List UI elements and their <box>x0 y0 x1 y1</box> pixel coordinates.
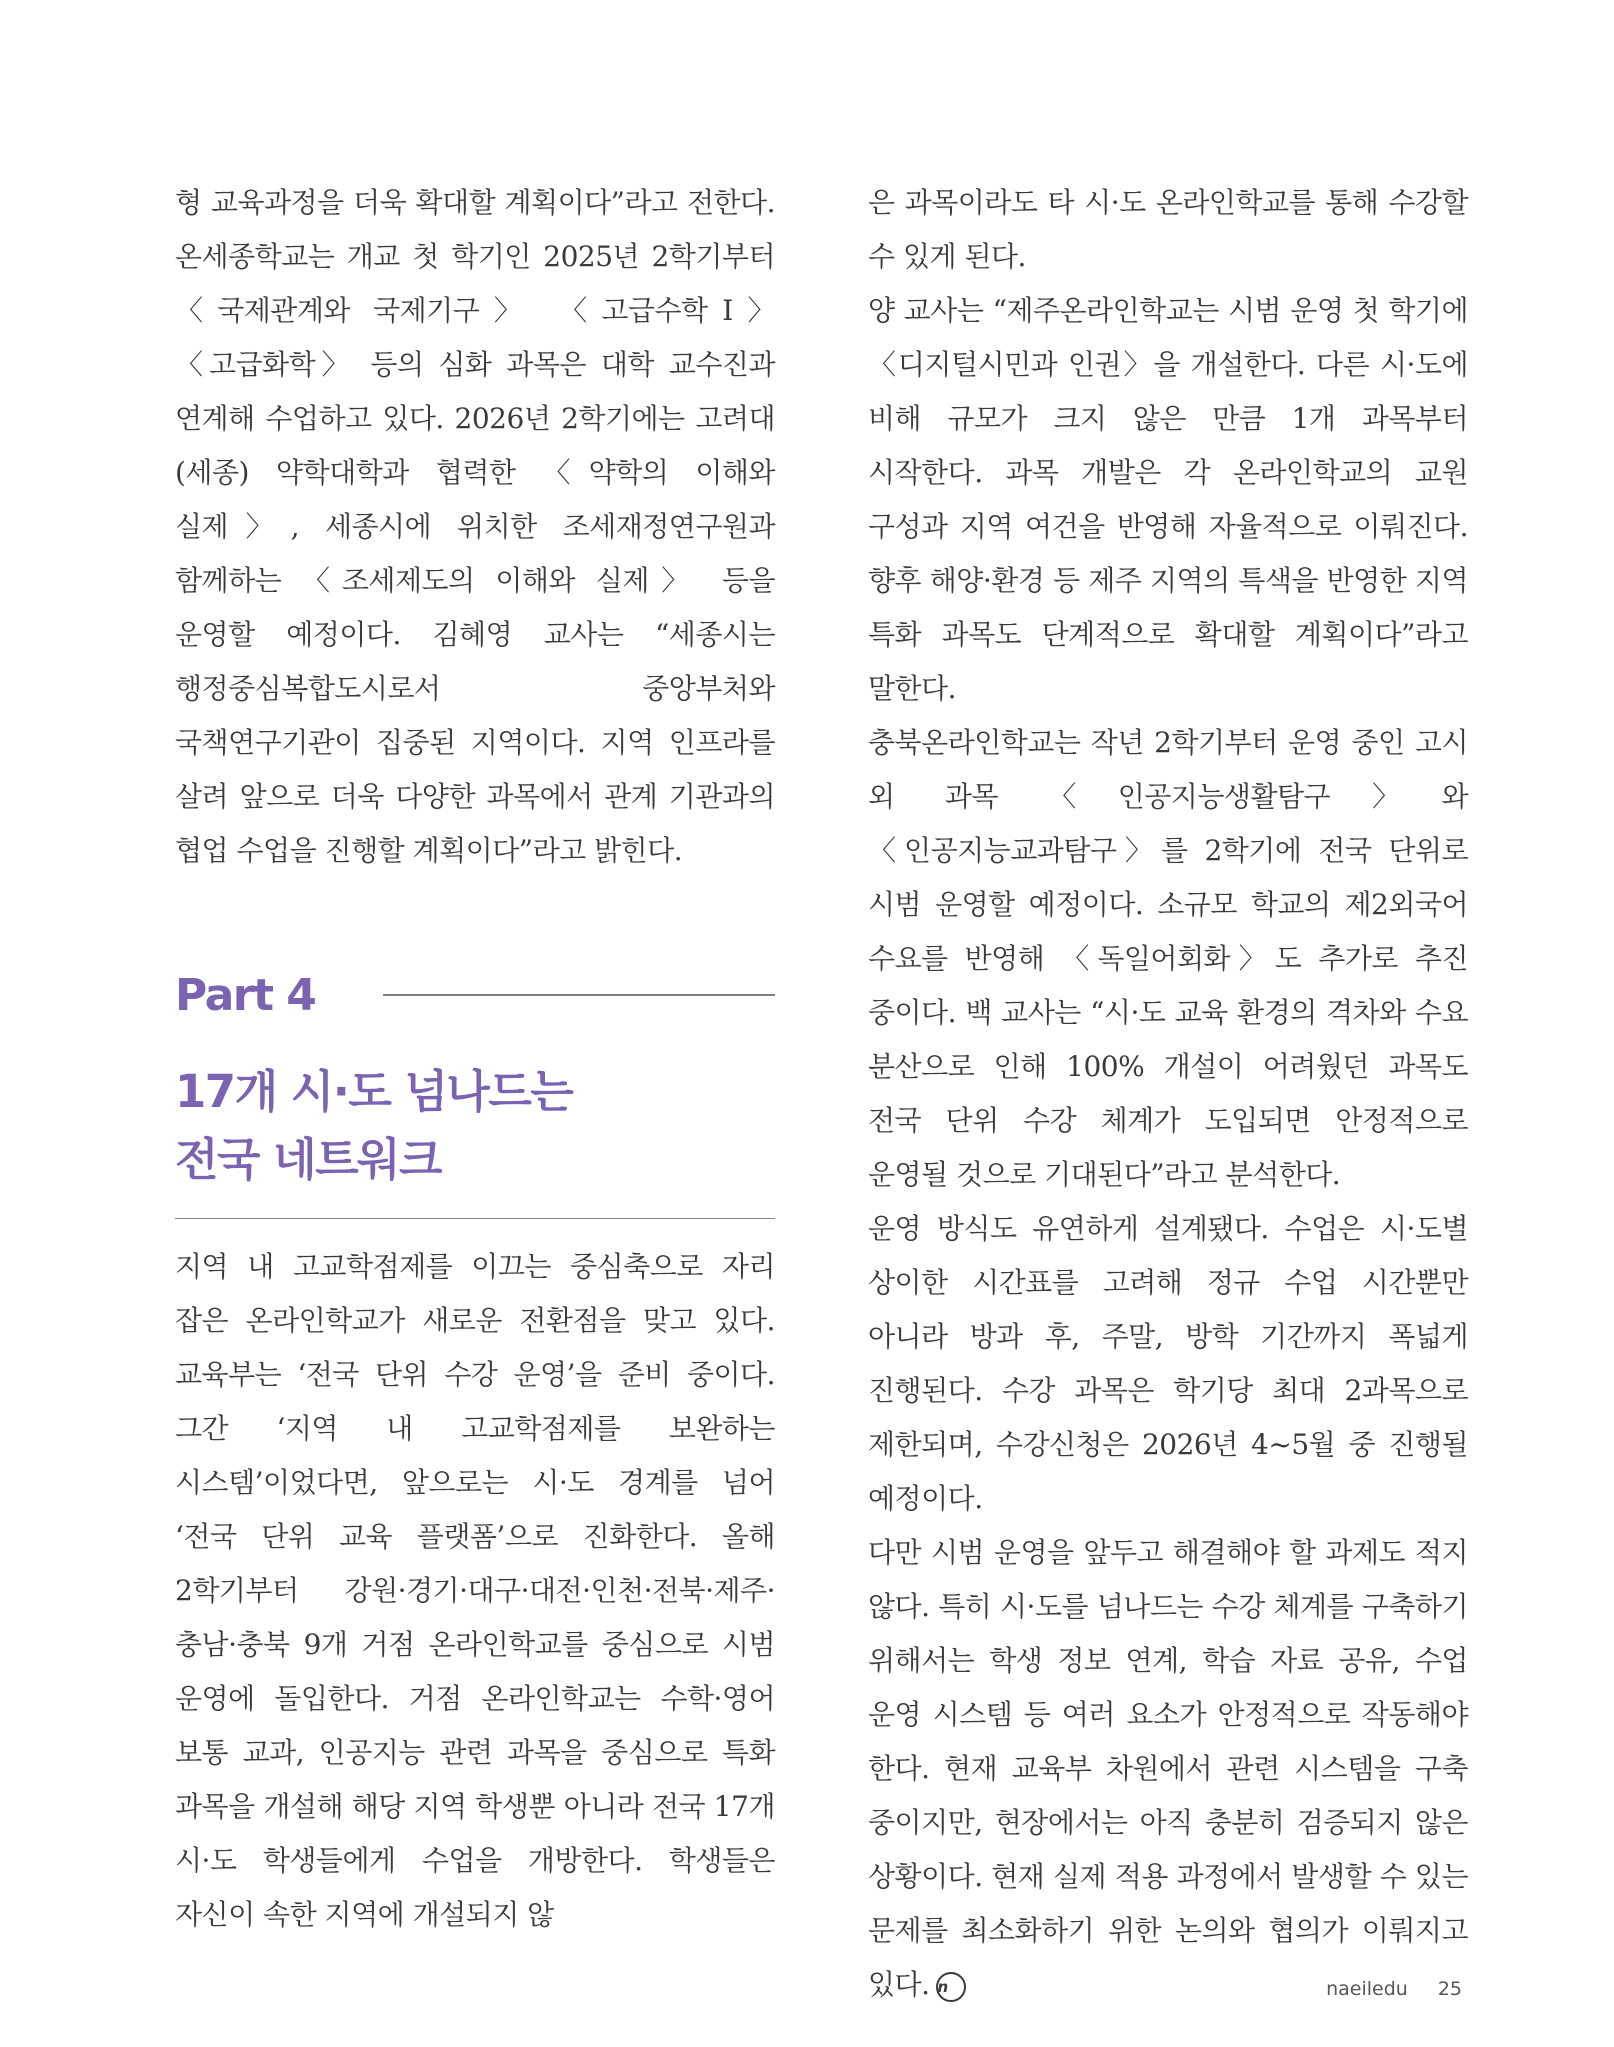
left-column-bottom <box>175 1240 775 1942</box>
section-title-line-2: 전국 네트워크 <box>175 1133 441 1186</box>
page-footer <box>1326 1978 1462 2000</box>
body-paragraph: 지역 내 고교학점제를 이끄는 중심축으로 자리 잡은 온라인학교가 새로운 전환점을 맞고 있다. 교육부는 ‘전국 단위 수강 운영’을 준비 중이다. 그간 ‘지역 내 고교학점제를 보완하는 시스템’이었다면, 앞으로는 시·도 경계를 넘어 ‘전국 단위 교육 플랫폼’으로 진화한다. 올해 2학기부터 강원·경기·대구·대전·인천·전북·제주·충남·충북 9개 거점 온라인학교를 중심으로 시범 운영에 돌입한다. 거점 온라인학교는 수학·영어 보통 교과, 인공지능 관련 과목을 중심으로 특화 과목을 개설해 해당 지역 학생뿐 아니라 전국 17개 시·도 학생들에게 수업을 개방한다. 학생들은 자신이 속한 지역에 개설되지 않 <box>175 1250 775 1931</box>
section-title <box>175 1058 775 1194</box>
section-title-line-1: 17개 시·도 넘나드는 <box>175 1065 573 1118</box>
page-number: 25 <box>1437 1978 1462 2000</box>
article-end-icon: n <box>936 1972 966 2002</box>
body-paragraph: 양 교사는 “제주온라인학교는 시범 운영 첫 학기에 〈디지털시민과 인권〉을 개설한다. 다른 시·도에 비해 규모가 크지 않은 만큼 1개 과목부터 시작한다. 과목 개발은 각 온라인학교의 교원 구성과 지역 여건을 반영해 자율적으로 이뤄진다. 향후 해양·환경 등 제주 지역의 특색을 반영한 지역 특화 과목도 단계적으로 확대할 계획이다”라고 말한다. <box>868 294 1468 705</box>
body-text: 다만 시범 운영을 앞두고 해결해야 할 과제도 적지 않다. 특히 시·도를 넘나드는 수강 체계를 구축하기 위해서는 학생 정보 연계, 학습 자료 공유, 수업 운영 시스템 등 여러 요소가 안정적으로 작동해야 한다. 현재 교육부 차원에서 관련 시스템을 구축 중이지만, 현장에서는 아직 충분히 검증되지 않은 상황이다. 현재 실제 적용 과정에서 발생할 수 있는 문제를 최소화하기 위한 논의와 협의가 이뤄지고 있다. <box>868 1536 1468 2001</box>
title-divider <box>175 1218 775 1219</box>
body-paragraph: 은 과목이라도 타 시·도 온라인학교를 통해 수강할 수 있게 된다. <box>868 186 1468 273</box>
section-header <box>175 960 775 1219</box>
part-label: Part 4 <box>175 969 316 1021</box>
body-paragraph: 형 교육과정을 더욱 확대할 계획이다”라고 전한다. 온세종학교는 개교 첫 학기인 2025년 2학기부터 〈국제관계와 국제기구〉 〈고급수학Ⅰ〉 〈고급화학〉 등의 심화 과목은 대학 교수진과 연계해 수업하고 있다. 2026년 2학기에는 고려대(세종) 약학대학과 협력한 〈약학의 이해와 실제〉, 세종시에 위치한 조세재정연구원과 함께하는 〈조세제도의 이해와 실제〉 등을 운영할 예정이다. 김혜영 교사는 “세종시는 행정중심복합도시로서 중앙부처와 국책연구기관이 집중된 지역이다. 지역 인프라를 살려 앞으로 더욱 다양한 과목에서 관계 기관과의 협업 수업을 진행할 계획이다”라고 밝힌다. <box>175 186 775 867</box>
body-paragraph-last <box>868 1526 1468 2012</box>
publication-name: naeiledu <box>1326 1978 1408 2000</box>
part-row <box>175 960 775 1030</box>
part-divider <box>383 994 775 996</box>
left-column-top <box>175 176 775 878</box>
body-paragraph: 운영 방식도 유연하게 설계됐다. 수업은 시·도별 상이한 시간표를 고려해 정규 수업 시간뿐만 아니라 방과 후, 주말, 방학 기간까지 폭넓게 진행된다. 수강 과목은 학기당 최대 2과목으로 제한되며, 수강신청은 2026년 4~5월 중 진행될 예정이다. <box>868 1212 1468 1515</box>
body-paragraph: 충북온라인학교는 작년 2학기부터 운영 중인 고시 외 과목 〈인공지능생활탐구〉와 〈인공지능교과탐구〉를 2학기에 전국 단위로 시범 운영할 예정이다. 소규모 학교의 제2외국어 수요를 반영해 〈독일어회화〉도 추가로 추진 중이다. 백 교사는 “시·도 교육 환경의 격차와 수요 분산으로 인해 100% 개설이 어려웠던 과목도 전국 단위 수강 체계가 도입되면 안정적으로 운영될 것으로 기대된다”라고 분석한다. <box>868 726 1468 1191</box>
right-column <box>868 176 1468 2012</box>
